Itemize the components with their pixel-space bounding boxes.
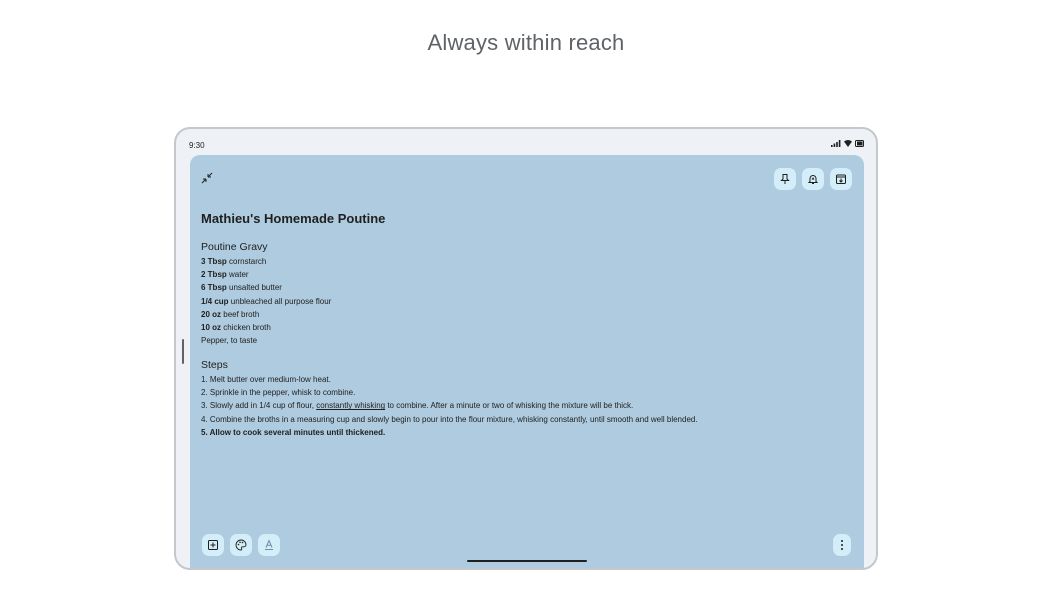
ingredient-line: 3 Tbsp cornstarch	[201, 257, 267, 266]
pin-icon	[779, 173, 791, 185]
status-bar	[176, 129, 876, 155]
step-line: 2. Sprinkle in the pepper, whisk to combine.	[201, 388, 356, 398]
steps-heading: Steps	[201, 359, 228, 371]
gravy-heading: Poutine Gravy	[201, 241, 268, 253]
ingredient-line: 1/4 cup unbleached all purpose flour	[201, 296, 332, 306]
reminder-bell-icon	[807, 173, 819, 185]
background-options-button[interactable]	[230, 534, 252, 556]
add-box-icon	[207, 539, 219, 551]
ingredient-extra: Pepper, to taste	[201, 336, 258, 346]
drag-handle[interactable]	[182, 339, 184, 364]
home-indicator[interactable]	[467, 560, 587, 562]
step-line: 5. Allow to cook several minutes until thickened.	[201, 427, 386, 437]
ingredient-line: 10 oz chicken broth	[201, 322, 271, 332]
note-editor[interactable]	[190, 155, 864, 568]
palette-icon	[235, 539, 247, 551]
note-title[interactable]: Mathieu's Homemade Poutine	[201, 211, 386, 226]
tablet-frame	[174, 127, 878, 570]
step-line: 4. Combine the broths in a measuring cup and slowly begin to pour into the flour mixture, whisking constantly, until smooth and well blended.	[201, 414, 698, 424]
ingredient-line: 2 Tbsp water	[201, 270, 249, 280]
ingredient-line: 6 Tbsp unsalted butter	[201, 283, 282, 293]
step-line: 3. Slowly add in 1/4 cup of flour, constantly whisking to combine. After a minute or two of whisking the mixture will be thick.	[201, 401, 634, 411]
archive-button[interactable]	[830, 168, 852, 190]
collapse-icon[interactable]	[200, 171, 214, 185]
status-time: 9:30	[189, 141, 205, 150]
signal-icon	[831, 140, 841, 147]
reminder-button[interactable]	[802, 168, 824, 190]
pin-button[interactable]	[774, 168, 796, 190]
status-icons	[831, 140, 864, 147]
ingredient-line: 20 oz beef broth	[201, 309, 260, 319]
steps-list	[201, 373, 698, 439]
ingredient-list	[201, 255, 331, 347]
step-line: 1. Melt butter over medium-low heat.	[201, 375, 331, 384]
text-format-icon	[263, 539, 275, 551]
more-options-button[interactable]	[833, 534, 851, 556]
add-content-button[interactable]	[202, 534, 224, 556]
archive-icon	[835, 173, 847, 185]
battery-icon	[855, 140, 864, 147]
text-format-button[interactable]	[258, 534, 280, 556]
more-vert-icon	[840, 539, 844, 551]
wifi-icon	[844, 140, 852, 147]
headline: Always within reach	[427, 30, 625, 55]
